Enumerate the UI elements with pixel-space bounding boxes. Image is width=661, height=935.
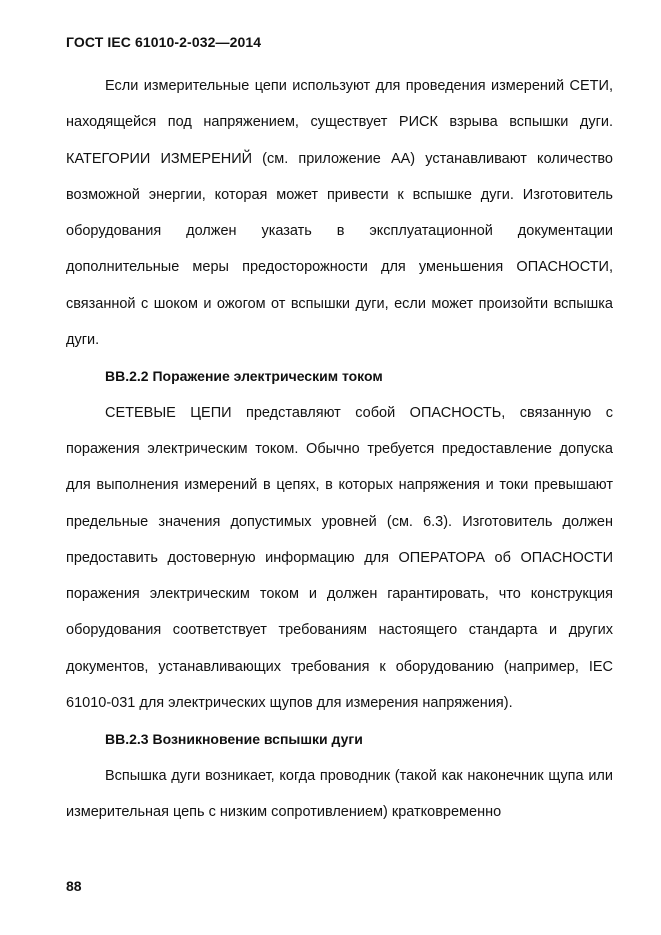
paragraph-arc-flash-risk: Если измерительные цепи используют для проведения измерений СЕТИ, находящейся под напряжением, существует РИСК взрыва вспышки дуги. КАТЕГОРИИ ИЗМЕРЕНИЙ (см. приложение АА) устанавливают количество возможной энергии, которая может привести к вспышке дуги. Изготовитель оборудования должен указать в эксплуатационной документации дополнительные меры предосторожности для уменьшения ОПАСНОСТИ, связанной с шоком и ожогом от вспышки дуги, если может произойти вспышка дуги. [66,78,613,349]
paragraph-electric-shock: СЕТЕВЫЕ ЦЕПИ представляют собой ОПАСНОСТЬ, связанную с поражения электрическим током. Обычно требуется предоставление допуска для выполнения измерений в цепях, в которых напряжения и токи превышают предельные значения допустимых уровней (см. 6.3). Изготовитель должен предоставить достоверную информацию для ОПЕРАТОРА об ОПАСНОСТИ поражения электрическим током и должен гарантировать, что конструкция оборудования соответствует требованиям настоящего стандарта и других документов, устанавливающих требования к оборудованию (например, IEC 61010-031 для электрических щупов для измерения напряжения). [66,404,613,712]
page-number: 88 [66,878,82,894]
paragraph-arc-flash: Вспышка дуги возникает, когда проводник (такой как наконечник щупа или измерительная цепь с низким сопротивлением) кратковременно [66,767,613,820]
section-heading-electric-shock: ВВ.2.2 Поражение электрическим током [105,368,383,385]
section-heading-arc-flash: ВВ.2.3 Возникновение вспышки дуги [105,731,363,748]
document-body [66,68,613,830]
document-header: ГОСТ IEC 61010-2-032—2014 [66,34,262,50]
